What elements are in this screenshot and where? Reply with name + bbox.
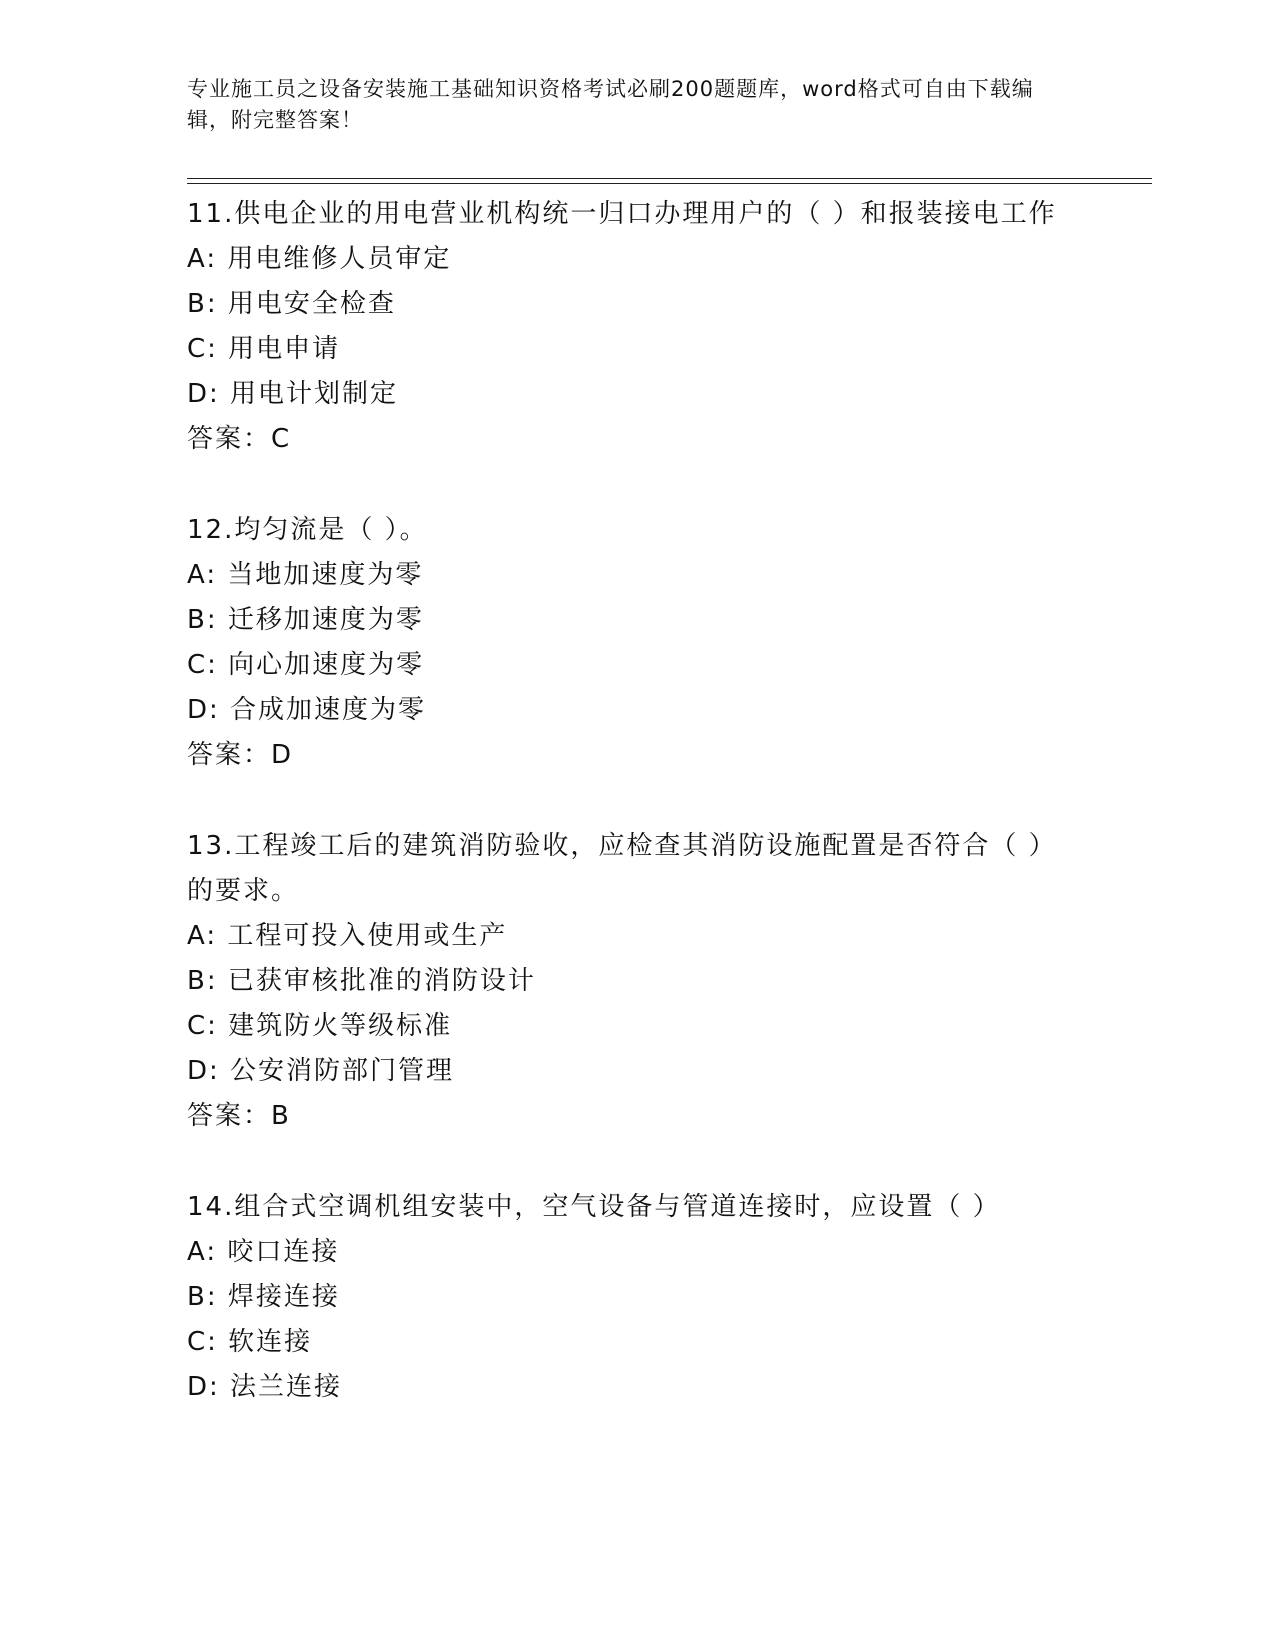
option-b: B: 已获审核批准的消防设计 — [187, 966, 536, 996]
answer: 答案：C — [187, 424, 292, 454]
question-12 — [187, 508, 1067, 778]
question-text: 12.均匀流是（ ）。 — [187, 515, 428, 545]
document-header: 专业施工员之设备安装施工基础知识资格考试必刷200题题库，word格式可自由下载编辑，附完整答案！ — [187, 77, 1034, 132]
option-d: D: 公安消防部门管理 — [187, 1056, 455, 1086]
answer: 答案：D — [187, 740, 294, 770]
option-d: D: 法兰连接 — [187, 1372, 343, 1402]
answer: 答案：B — [187, 1101, 291, 1131]
option-a: A: 用电维修人员审定 — [187, 244, 452, 274]
option-a: A: 当地加速度为零 — [187, 560, 424, 590]
question-text: 11.供电企业的用电营业机构统一归口办理用户的（ ）和报装接电工作 — [187, 199, 1057, 229]
header-divider-bottom — [187, 183, 1152, 184]
option-d: D: 合成加速度为零 — [187, 695, 427, 725]
question-11 — [187, 192, 1067, 462]
option-d: D: 用电计划制定 — [187, 379, 399, 409]
option-c: C: 软连接 — [187, 1327, 313, 1357]
option-c: C: 建筑防火等级标准 — [187, 1011, 453, 1041]
question-14 — [187, 1185, 1067, 1410]
option-b: B: 迁移加速度为零 — [187, 605, 424, 635]
option-c: C: 用电申请 — [187, 334, 341, 364]
header-divider-top — [187, 178, 1152, 179]
option-b: B: 焊接连接 — [187, 1282, 340, 1312]
option-a: A: 咬口连接 — [187, 1237, 340, 1267]
question-13 — [187, 824, 1067, 1139]
option-b: B: 用电安全检查 — [187, 289, 396, 319]
question-list — [187, 192, 1067, 1456]
option-a: A: 工程可投入使用或生产 — [187, 921, 508, 951]
question-text: 14.组合式空调机组安装中，空气设备与管道连接时，应设置（ ） — [187, 1192, 1001, 1222]
question-text: 13.工程竣工后的建筑消防验收，应检查其消防设施配置是否符合（ ）的要求。 — [187, 831, 1057, 906]
option-c: C: 向心加速度为零 — [187, 650, 425, 680]
